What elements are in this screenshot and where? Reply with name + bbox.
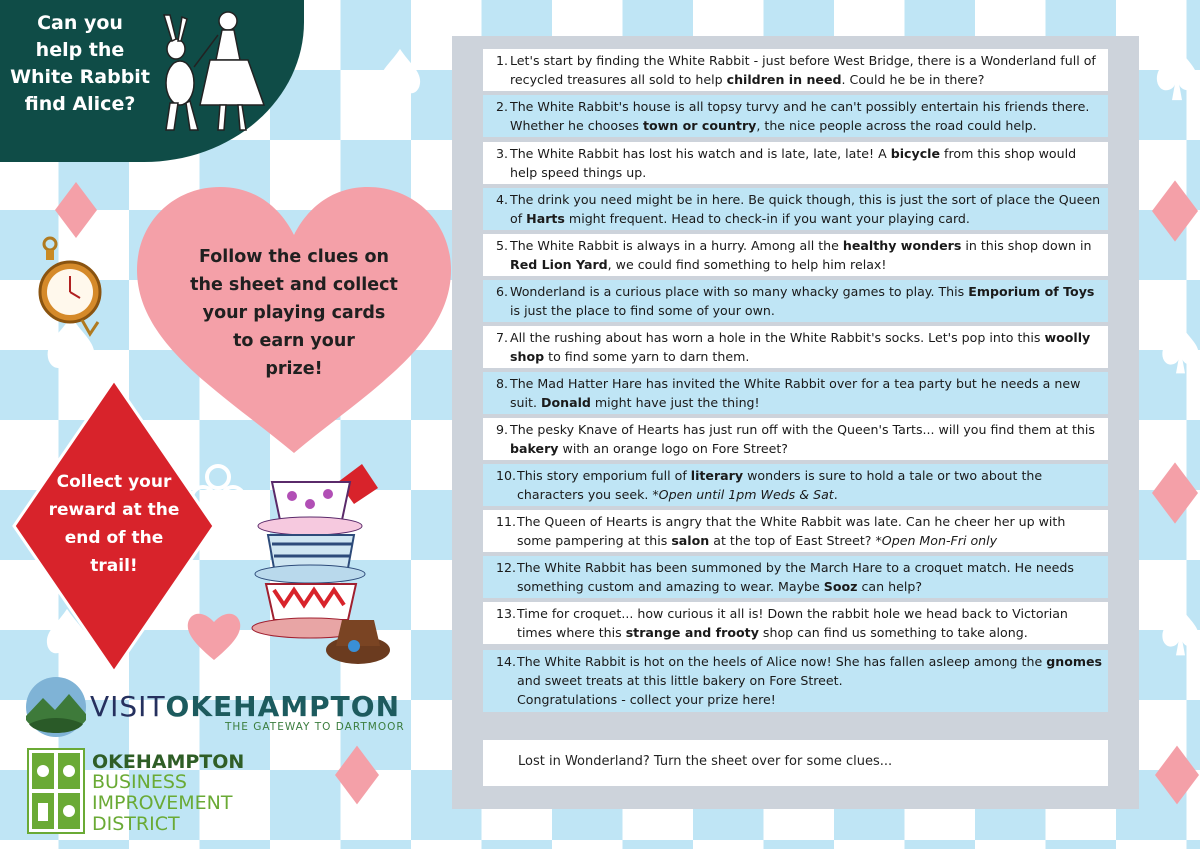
clue-item: 13. Time for croquet... how curious it all is! Down the rabbit hole we head back to Victorian times where this strange and frooty shop can find us something to take along. [483, 602, 1108, 644]
clue-item: 9. The pesky Knave of Hearts has just run off with the Queen's Tarts... will you find them at this bakery with an orange logo on Fore Street? [483, 418, 1108, 460]
clue-item: 1. Let's start by finding the White Rabbit - just before West Bridge, there is a Wonderland full of recycled treasures all sold to help children in need. Could he be in there? [483, 49, 1108, 91]
bid-logo-line-2: BUSINESS [92, 771, 187, 793]
bid-logo-line-1: OKEHAMPTON [92, 751, 245, 773]
visit-okehampton-logo-mark [25, 676, 87, 738]
pocket-watch-illustration [30, 232, 110, 342]
spade-icon [1158, 602, 1200, 660]
white-rabbit-and-alice-illustration [140, 5, 290, 135]
clue-item: 8. The Mad Hatter Hare has invited the White Rabbit over for a tea party but he needs a new suit. Donald might have just the thing! [483, 372, 1108, 414]
spade-icon [1152, 42, 1200, 104]
clue-item: 12. The White Rabbit has been summoned by the March Hare to a croquet match. He needs something custom and amazing to wear. Maybe Sooz can help? [483, 556, 1108, 598]
page-title: Can you help the White Rabbit find Alice? [10, 12, 150, 115]
reward-note: Collect your reward at the end of the trail! [48, 472, 180, 576]
diamond-icon [1152, 180, 1198, 242]
spade-icon [375, 45, 425, 107]
clue-item: 11. The Queen of Hearts is angry that the White Rabbit was late. Can he cheer her up with some pampering at this salon at the top of East Street? *Open Mon-Fri only [483, 510, 1108, 552]
diamond-icon [1152, 462, 1198, 524]
clue-item: 6. Wonderland is a curious place with so many whacky games to play. This Emporium of Toys is just the place to find some of your own. [483, 280, 1108, 322]
footer-note: Lost in Wonderland? Turn the sheet over for some clues... [518, 754, 893, 769]
clue-item: 2. The White Rabbit's house is all topsy turvy and he can't possibly entertain his friends there. Whether he chooses town or country, the nice people across the road could help. [483, 95, 1108, 137]
clue-item: 5. The White Rabbit is always in a hurry. Among all the healthy wonders in this shop down in Red Lion Yard, we could find something to help him relax! [483, 234, 1108, 276]
visit-okehampton-logo-text: VISITOKEHAMPTON [90, 690, 400, 723]
diamond-icon [1155, 745, 1199, 805]
clue-item: 7. All the rushing about has worn a hole in the White Rabbit's socks. Let's pop into this woolly shop to find some yarn to darn them. [483, 326, 1108, 368]
heart-instructions: Follow the clues on the sheet and collect your playing cards to earn your prize! [190, 247, 398, 379]
visit-okehampton-tagline: THE GATEWAY TO DARTMOOR [225, 721, 405, 733]
teacup-stack-illustration [250, 460, 440, 685]
bid-logo-line-3: IMPROVEMENT [92, 792, 233, 814]
clue-item: 3. The White Rabbit has lost his watch and is late, late, late! A bicycle from this shop would help speed things up. [483, 142, 1108, 184]
bid-logo-line-4: DISTRICT [92, 813, 180, 835]
diamond-icon [335, 745, 379, 805]
spade-icon [1158, 320, 1200, 378]
bid-logo-mark [27, 748, 85, 834]
diamond-icon [55, 182, 97, 238]
clue-item: 14. The White Rabbit is hot on the heels of Alice now! She has fallen asleep among the gnomes and sweet treats at this little bakery on Fore Street. Congratulations - collect your prize here! [483, 650, 1108, 712]
clue-item: 4. The drink you need might be in here. Be quick though, this is just the sort of place the Queen of Harts might frequent. Head to check-in if you want your playing card. [483, 188, 1108, 230]
clue-item: 10. This story emporium full of literary wonders is sure to hold a tale or two about the characters you seek. *Open until 1pm Weds & Sat. [483, 464, 1108, 506]
